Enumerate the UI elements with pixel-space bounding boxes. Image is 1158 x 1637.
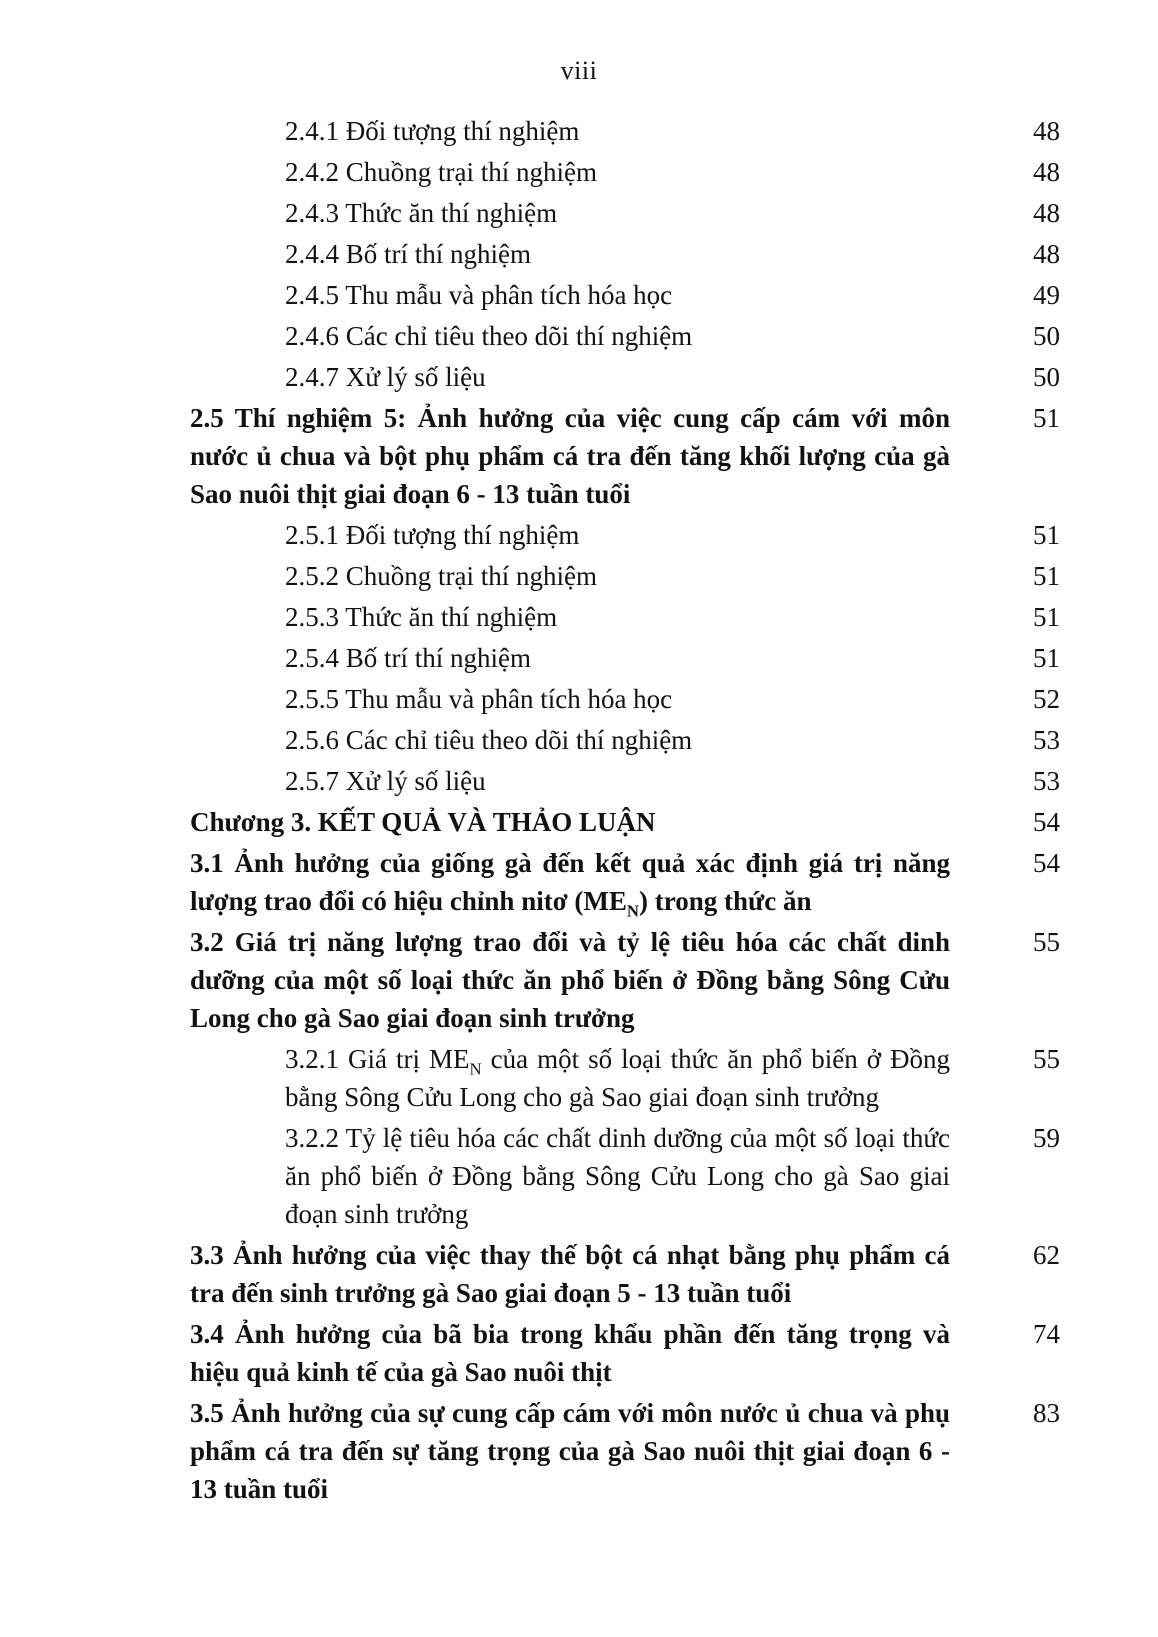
toc-entry-text — [285, 557, 950, 595]
toc-entry-text — [190, 844, 950, 920]
toc-entry-page: 51 — [1033, 602, 1060, 632]
toc-entry — [190, 1394, 1060, 1508]
toc-entry-text — [190, 1394, 950, 1508]
toc-list — [190, 112, 1060, 1508]
toc-entry-text — [285, 358, 950, 396]
toc-entry-text — [285, 639, 950, 677]
toc-entry — [190, 803, 1060, 841]
text-part: 3.3 Ảnh hưởng của việc thay thế bột cá nhạt bằng phụ phẩm cá tra đến sinh trưởng gà Sao giai đoạn 5 - 13 tuần tuổi — [190, 1240, 950, 1308]
page-number-header: viii — [560, 56, 598, 85]
toc-entry-text — [285, 112, 950, 150]
toc-entry-page: 54 — [1033, 848, 1060, 878]
toc-entry — [190, 235, 1060, 273]
toc-entry-page: 51 — [1033, 561, 1060, 591]
toc-entry — [190, 639, 1060, 677]
toc-entry — [190, 1236, 1060, 1312]
toc-entry — [190, 1040, 1060, 1116]
toc-entry-page: 74 — [1033, 1319, 1060, 1349]
text-part: Chương 3. KẾT QUẢ VÀ THẢO LUẬN — [190, 807, 656, 837]
text-part: 2.5.2 Chuồng trại thí nghiệm — [285, 561, 597, 591]
text-part: 2.4.7 Xử lý số liệu — [285, 362, 486, 392]
text-part: của một số loại thức ăn phổ biến ở Đồng bằng Sông Cửu Long cho gà Sao giai đoạn sinh trưởng — [285, 1044, 950, 1112]
text-part: 3.4 Ảnh hưởng của bã bia trong khẩu phần đến tăng trọng và hiệu quả kinh tế của gà Sao nuôi thịt — [190, 1319, 950, 1387]
text-part: 2.5.4 Bố trí thí nghiệm — [285, 643, 531, 673]
text-part: 3.2 Giá trị năng lượng trao đổi và tỷ lệ tiêu hóa các chất dinh dưỡng của một số loại thức ăn phổ biến ở Đồng bằng Sông Cửu Long cho gà Sao giai đoạn sinh trưởng — [190, 927, 950, 1033]
text-part: 2.5.6 Các chỉ tiêu theo dõi thí nghiệm — [285, 725, 693, 755]
text-part: 2.4.6 Các chỉ tiêu theo dõi thí nghiệm — [285, 321, 693, 351]
toc-entry-text — [285, 762, 950, 800]
toc-entry-page: 51 — [1033, 520, 1060, 550]
toc-entry-page: 48 — [1033, 157, 1060, 187]
toc-entry — [190, 557, 1060, 595]
toc-entry-text — [285, 516, 950, 554]
toc-entry-text — [190, 399, 950, 513]
text-part: 2.5.3 Thức ăn thí nghiệm — [285, 602, 558, 632]
text-part: 2.4.4 Bố trí thí nghiệm — [285, 239, 531, 269]
toc-entry — [190, 721, 1060, 759]
toc-entry — [190, 399, 1060, 513]
toc-entry-text — [285, 721, 950, 759]
toc-entry-page: 62 — [1033, 1240, 1060, 1270]
subscript-text: N — [626, 901, 639, 921]
text-part: 2.5.1 Đối tượng thí nghiệm — [285, 520, 580, 550]
text-part: 2.5.5 Thu mẫu và phân tích hóa học — [285, 684, 673, 714]
toc-entry-text — [285, 1040, 950, 1116]
toc-entry — [190, 358, 1060, 396]
toc-entry-page: 52 — [1033, 684, 1060, 714]
toc-entry-page: 49 — [1033, 280, 1060, 310]
toc-entry-text — [285, 598, 950, 636]
toc-entry — [190, 844, 1060, 920]
toc-entry-page: 51 — [1033, 403, 1060, 433]
toc-entry-page: 48 — [1033, 239, 1060, 269]
toc-entry-page: 53 — [1033, 725, 1060, 755]
toc-entry-page: 50 — [1033, 362, 1060, 392]
toc-entry-page: 83 — [1033, 1398, 1060, 1428]
text-part: 2.4.1 Đối tượng thí nghiệm — [285, 116, 580, 146]
toc-entry — [190, 762, 1060, 800]
toc-entry — [190, 1119, 1060, 1233]
text-part: 2.4.5 Thu mẫu và phân tích hóa học — [285, 280, 673, 310]
text-part: 3.2.1 Giá trị ME — [285, 1044, 470, 1074]
toc-entry-text — [285, 235, 950, 273]
toc-entry — [190, 194, 1060, 232]
toc-entry-page: 48 — [1033, 198, 1060, 228]
toc-entry-text — [285, 1119, 950, 1233]
toc-entry-text — [285, 153, 950, 191]
toc-entry — [190, 112, 1060, 150]
toc-entry — [190, 153, 1060, 191]
toc-entry-page: 50 — [1033, 321, 1060, 351]
toc-entry-text — [285, 680, 950, 718]
toc-entry — [190, 923, 1060, 1037]
text-part: ) trong thức ăn — [639, 886, 812, 916]
text-part: 2.5.7 Xử lý số liệu — [285, 766, 486, 796]
toc-entry-page: 51 — [1033, 643, 1060, 673]
toc-entry-text — [190, 803, 950, 841]
text-part: 2.5 Thí nghiệm 5: Ảnh hưởng của việc cung cấp cám với môn nước ủ chua và bột phụ phẩm cá tra đến tăng khối lượng của gà Sao nuôi thịt giai đoạn 6 - 13 tuần tuổi — [190, 403, 950, 509]
toc-entry-page: 54 — [1033, 807, 1060, 837]
toc-entry-page: 59 — [1033, 1123, 1060, 1153]
toc-entry — [190, 276, 1060, 314]
text-part: 3.2.2 Tỷ lệ tiêu hóa các chất dinh dưỡng của một số loại thức ăn phổ biến ở Đồng bằng Sông Cửu Long cho gà Sao giai đoạn sinh trưởng — [285, 1123, 950, 1229]
subscript-text: N — [469, 1059, 482, 1079]
toc-entry — [190, 598, 1060, 636]
text-part: 2.4.2 Chuồng trại thí nghiệm — [285, 157, 597, 187]
toc-entry-page: 55 — [1033, 1044, 1060, 1074]
toc-entry — [190, 1315, 1060, 1391]
toc-entry-text — [190, 923, 950, 1037]
toc-entry-page: 55 — [1033, 927, 1060, 957]
toc-entry — [190, 680, 1060, 718]
toc-entry-text — [190, 1236, 950, 1312]
text-part: 2.4.3 Thức ăn thí nghiệm — [285, 198, 558, 228]
toc-entry — [190, 516, 1060, 554]
toc-entry-page: 48 — [1033, 116, 1060, 146]
text-part: 3.1 Ảnh hưởng của giống gà đến kết quả xác định giá trị năng lượng trao đổi có hiệu chỉnh nitơ (ME — [190, 848, 950, 916]
toc-entry-text — [190, 1315, 950, 1391]
toc-entry-text — [285, 317, 950, 355]
toc-entry-text — [285, 194, 950, 232]
toc-entry-text — [285, 276, 950, 314]
toc-entry — [190, 317, 1060, 355]
text-part: 3.5 Ảnh hưởng của sự cung cấp cám với môn nước ủ chua và phụ phẩm cá tra đến sự tăng trọng của gà Sao nuôi thịt giai đoạn 6 - 13 tuần tuổi — [190, 1398, 950, 1504]
toc-entry-page: 53 — [1033, 766, 1060, 796]
